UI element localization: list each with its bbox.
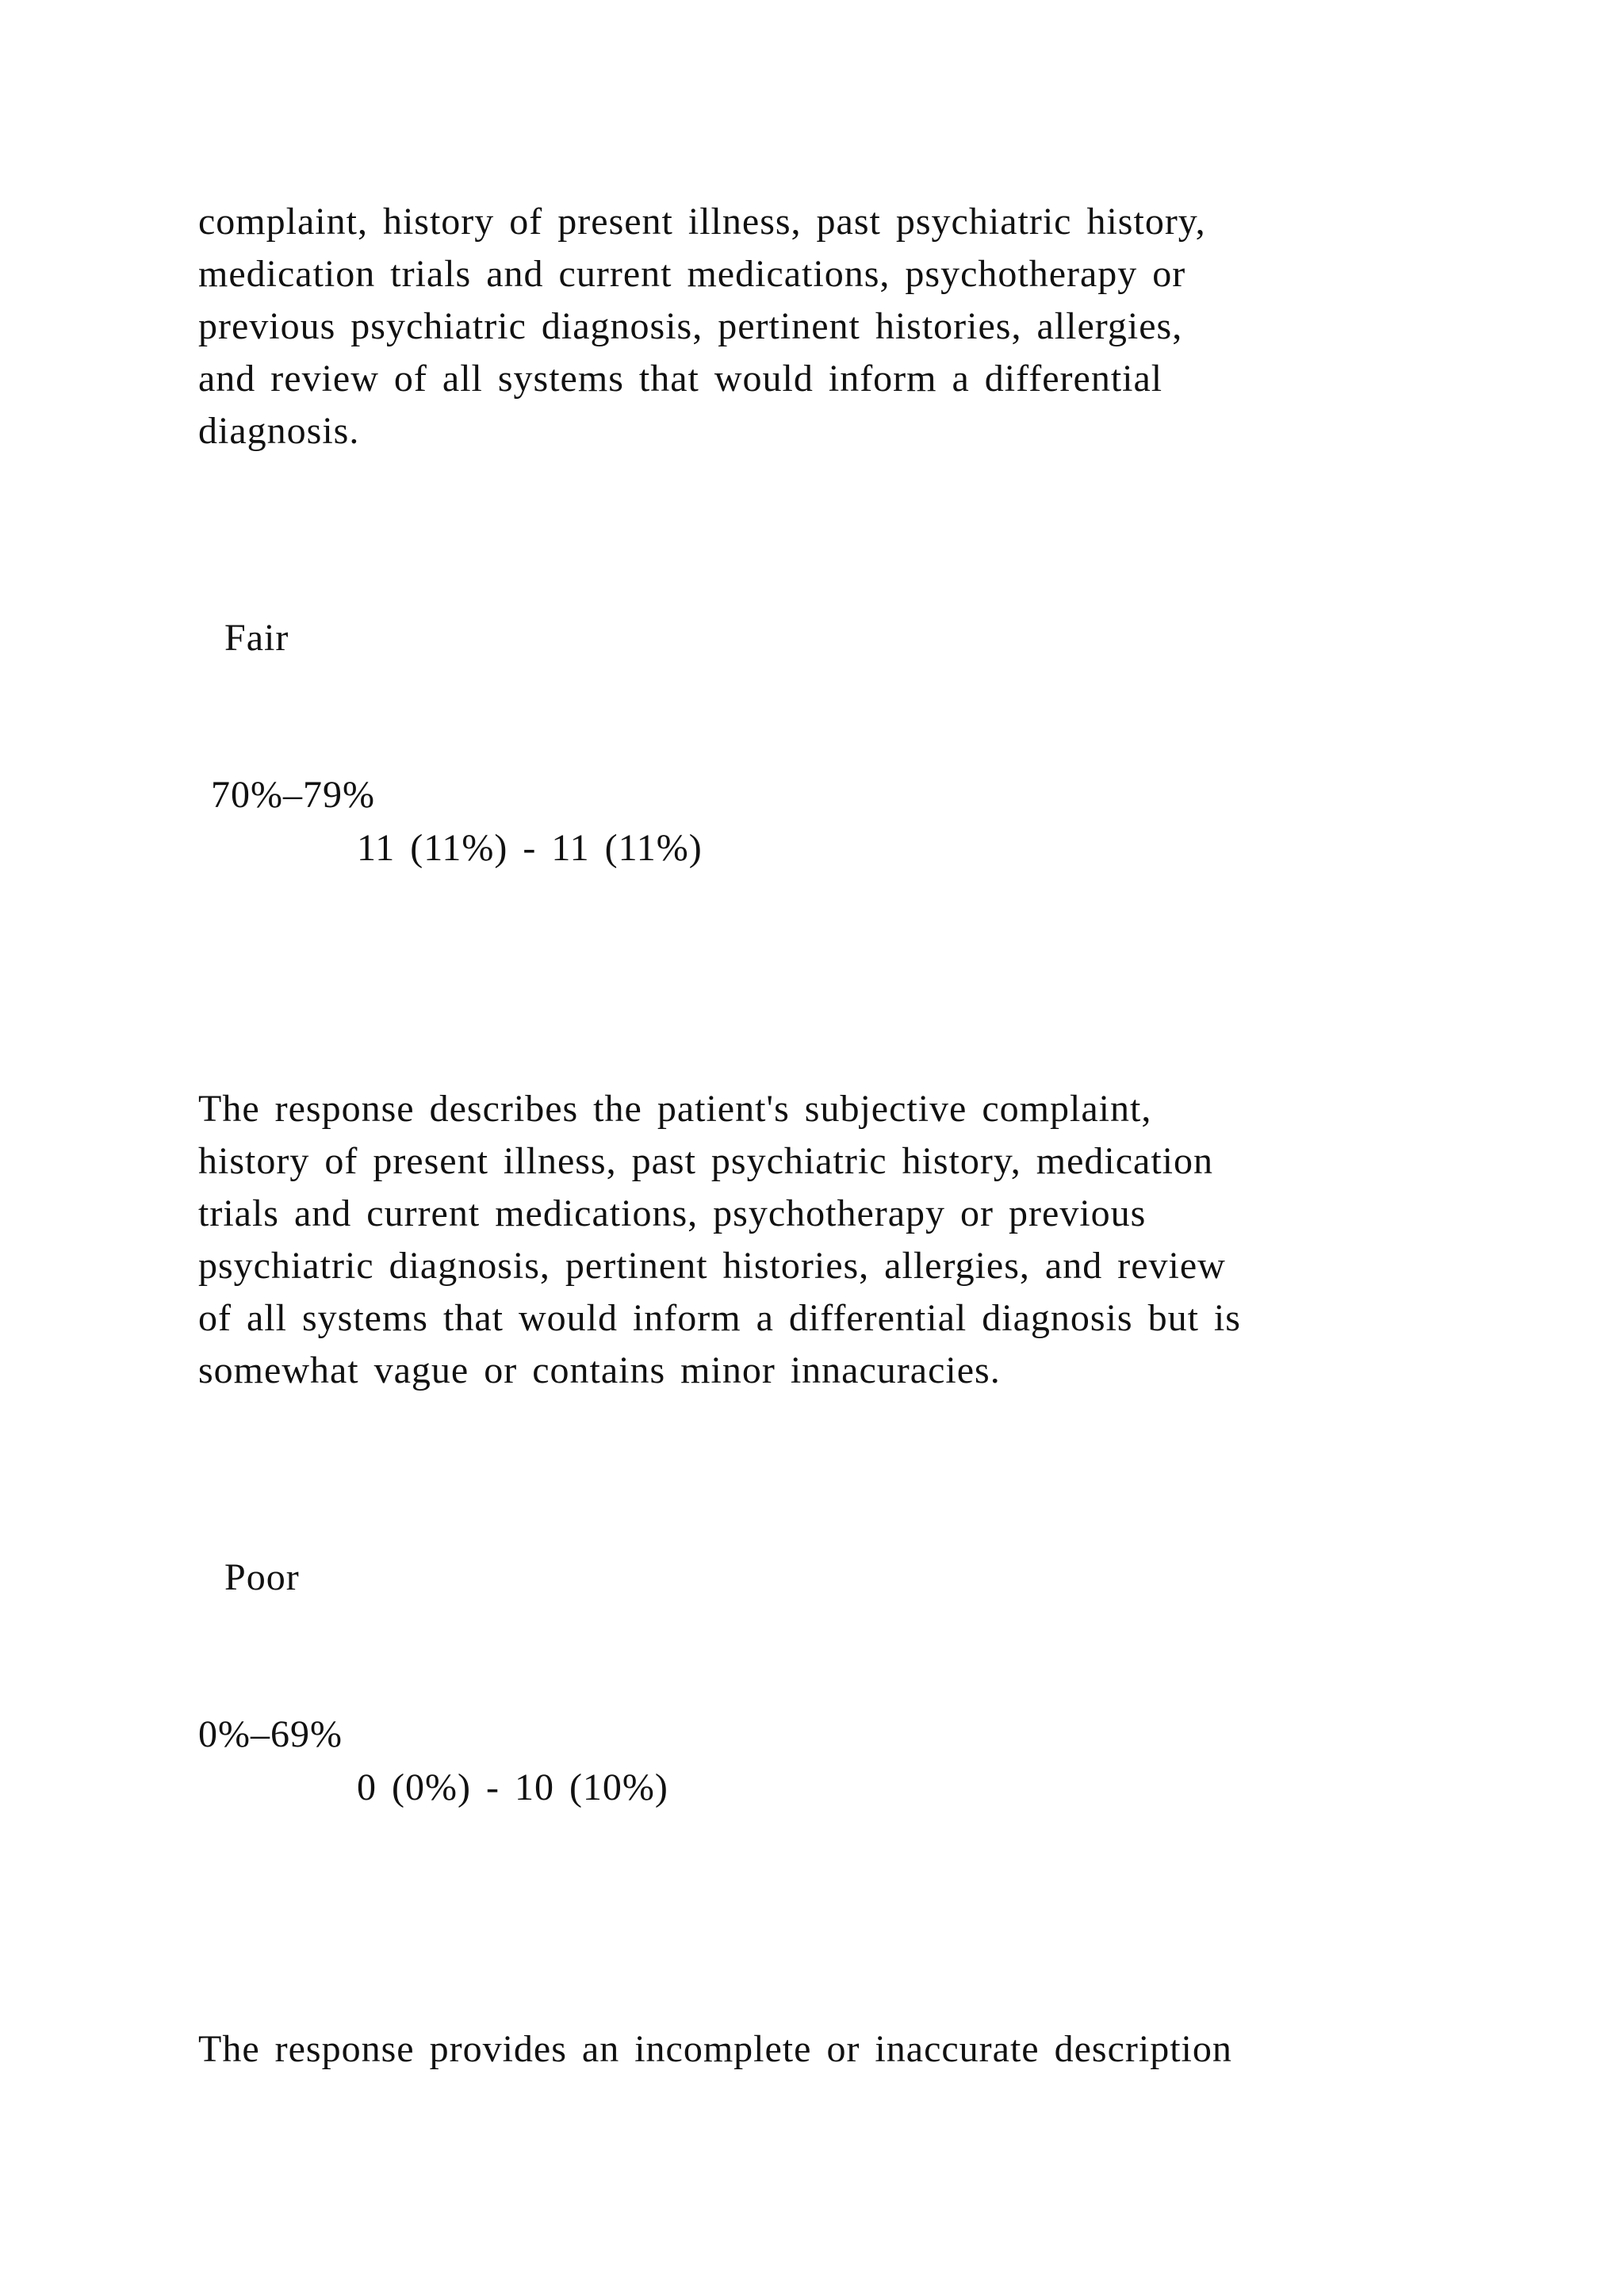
paragraph-line: psychiatric diagnosis, pertinent histories, allergies, and review [198,1245,1226,1287]
paragraph-line: The response describes the patient's subjective complaint, [198,1088,1152,1130]
poor-description [198,2023,1435,2076]
rating-score-fair: 11 (11%) - 11 (11%) [357,827,703,869]
fair-description [198,1083,1435,1397]
paragraph-line: history of present illness, past psychiatric history, medication [198,1140,1213,1182]
paragraph-line: and review of all systems that would inform a differential [198,358,1163,400]
paragraph-line: complaint, history of present illness, past psychiatric history, [198,201,1206,243]
rating-label-poor: Poor [224,1556,300,1598]
paragraph-line: The response provides an incomplete or inaccurate description [198,2028,1232,2070]
paragraph-line: trials and current medications, psychotherapy or previous [198,1192,1147,1234]
paragraph-line: previous psychiatric diagnosis, pertinent histories, allergies, [198,305,1183,347]
paragraph-line: of all systems that would inform a differential diagnosis but is [198,1297,1241,1339]
paragraph-line: somewhat vague or contains minor innacuracies. [198,1349,1001,1391]
rating-score-poor: 0 (0%) - 10 (10%) [357,1766,668,1808]
rating-range-fair: 70%–79% [211,774,375,816]
paragraph-line: diagnosis. [198,410,360,452]
rating-range-poor: 0%–69% [198,1713,343,1755]
rating-label-fair: Fair [224,617,289,659]
paragraph-line: medication trials and current medications, psychotherapy or [198,253,1186,295]
top-paragraph [198,196,1435,457]
